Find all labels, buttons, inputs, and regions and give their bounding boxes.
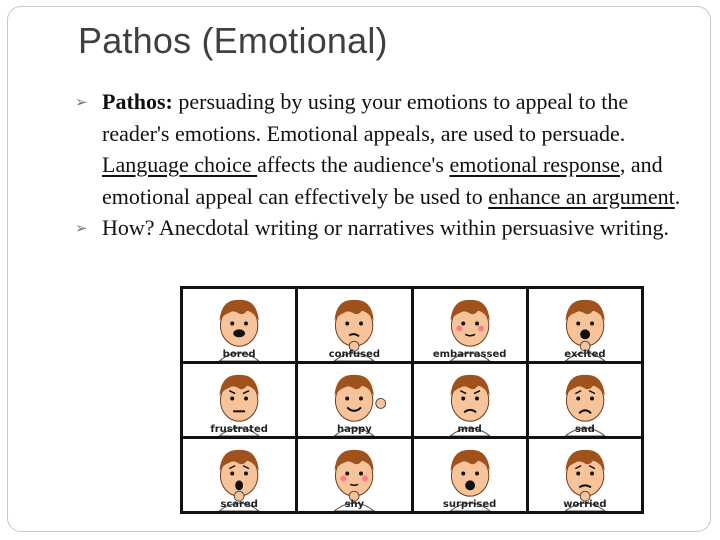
emotion-cell-bored [183, 289, 295, 361]
emotion-label: confused [328, 349, 381, 360]
emotion-cell-worried [529, 439, 641, 511]
bullet-how [75, 212, 692, 244]
emotion-label: frustrated [210, 424, 268, 435]
emotion-cell-happy [298, 364, 410, 436]
emotion-cell-shy [298, 439, 410, 511]
emotion-label: embarrassed [432, 349, 507, 360]
emotion-cell-confused [298, 289, 410, 361]
bullet-text: persuading by using your emotions to appeal to the reader's emotions. Emotional appeals, are used to persuade. [102, 89, 629, 146]
emotion-cell-embarrassed [414, 289, 526, 361]
bullet-text: . [674, 183, 681, 209]
emotion-label: mad [457, 424, 482, 435]
emotion-label: bored [222, 349, 256, 360]
emotion-label: worried [563, 499, 607, 510]
bullet-text: , and emotional appeal can effectively be used to [102, 152, 663, 209]
emotion-label: shy [344, 499, 365, 510]
bullet-text: affects the audience's [257, 152, 450, 177]
emotion-label: scared [220, 499, 258, 510]
underlined-emotional-response: emotional response [449, 152, 620, 177]
underlined-enhance-argument: enhance an argument [488, 183, 675, 209]
emotion-cell-frustrated [183, 364, 295, 436]
bullet-text: How? Anecdotal writing or narratives within persuasive writing. [102, 215, 669, 240]
emotion-faces-chart [180, 286, 644, 514]
arrow-bullet-icon: ➢ [75, 93, 88, 111]
emotion-label: sad [574, 424, 595, 435]
bullet-list [75, 86, 692, 244]
emotion-cell-scared [183, 439, 295, 511]
emotion-label: excited [564, 349, 606, 360]
emotion-label: surprised [442, 499, 497, 510]
slide-title: Pathos (Emotional) [78, 20, 388, 61]
emotion-label: happy [337, 424, 372, 435]
emotion-cell-mad [414, 364, 526, 436]
pathos-label: Pathos: [102, 89, 173, 114]
bullet-pathos [75, 86, 692, 212]
emotion-cell-excited [529, 289, 641, 361]
underlined-language-choice: Language choice [102, 152, 258, 177]
emotion-cell-surprised [414, 439, 526, 511]
arrow-bullet-icon: ➢ [75, 219, 88, 237]
emotion-cell-sad [529, 364, 641, 436]
